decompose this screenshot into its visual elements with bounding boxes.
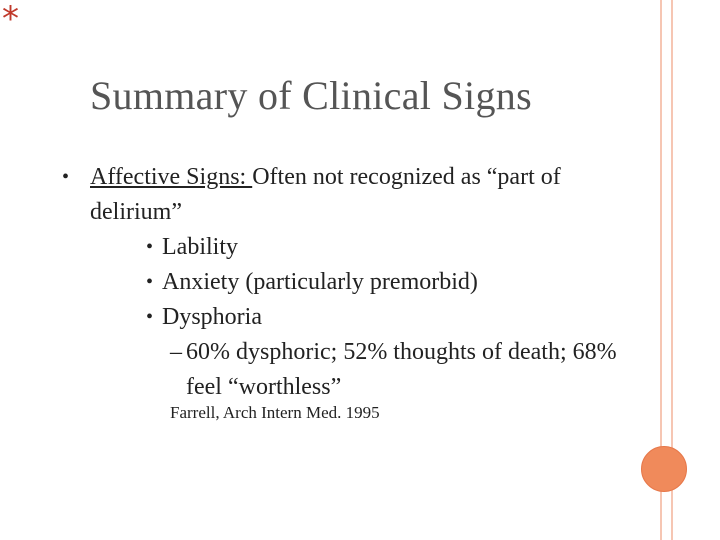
slide-body xyxy=(62,160,622,405)
bullet-marker: • xyxy=(62,166,70,188)
sub-bullet-marker: • xyxy=(146,236,154,258)
asterisk-ornament: * xyxy=(2,0,19,39)
bullet-heading: Affective Signs: xyxy=(90,164,253,190)
bullet-text: Often not recognized as “part of delirium” xyxy=(90,164,561,225)
sub-bullet-marker: • xyxy=(146,306,154,328)
sub-bullet-text: Dysphoria xyxy=(162,304,262,330)
dysphoria-detail xyxy=(62,335,622,405)
sub-bullet-dysphoria xyxy=(62,300,622,335)
sub-bullet-anxiety xyxy=(62,265,622,300)
sub-bullet-lability xyxy=(62,230,622,265)
dash-marker: – xyxy=(170,339,182,365)
sub-bullet-marker: • xyxy=(146,271,154,293)
sub-bullet-text: Lability xyxy=(162,234,238,260)
bullet-affective-signs xyxy=(62,160,622,230)
decorative-circle xyxy=(641,446,687,492)
detail-text: 60% dysphoric; 52% thoughts of death; 68% feel “worthless” xyxy=(186,339,617,400)
slide-title: Summary of Clinical Signs xyxy=(90,73,532,118)
citation: Farrell, Arch Intern Med. 1995 xyxy=(170,403,380,422)
sub-bullet-text: Anxiety (particularly premorbid) xyxy=(162,269,478,295)
